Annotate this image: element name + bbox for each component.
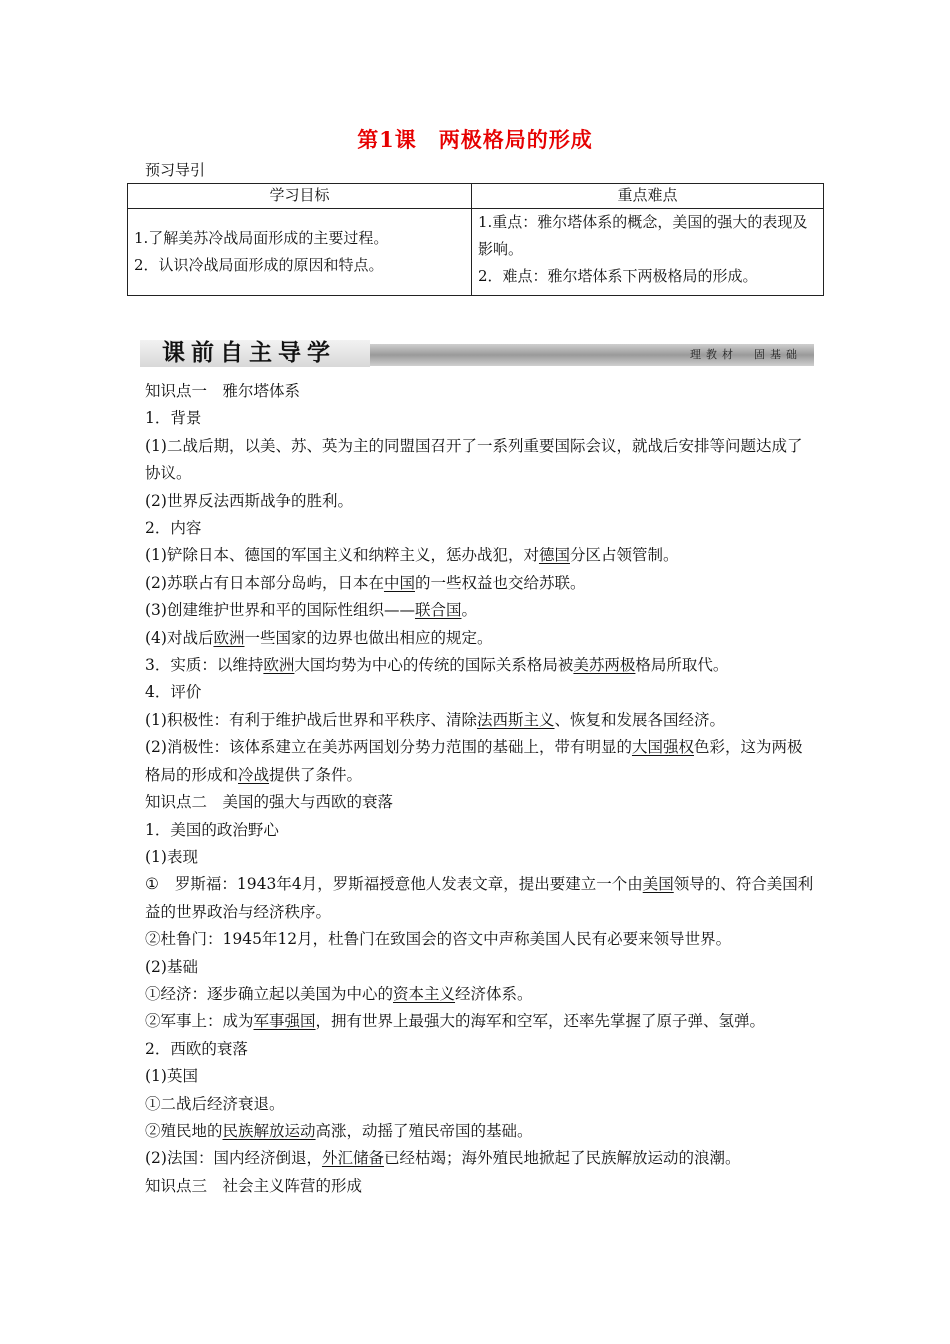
- keypoint-item: 2．难点：雅尔塔体系下两极格局的形成。: [478, 267, 758, 285]
- table-row: [128, 209, 824, 296]
- content-body: [145, 378, 815, 1200]
- banner-title: 课前自主导学: [162, 340, 336, 366]
- answer-underline: 法西斯主义: [476, 710, 555, 729]
- section-banner: [140, 340, 814, 367]
- list-item: (2)消极性：该体系建立在美苏两国划分势力范围的基础上，带有明显的大国强权色彩，这为两极格局的形成和冷战提供了条件。: [145, 738, 803, 784]
- list-item: (1)积极性：有利于维护战后世界和平秩序、清除法西斯主义、恢复和发展各国经济。: [145, 710, 725, 729]
- list-item: (2)基础: [145, 957, 198, 976]
- table-header-row: [128, 184, 824, 209]
- answer-underline: 联合国: [414, 601, 462, 620]
- section-heading: 知识点一 雅尔塔体系: [145, 382, 301, 400]
- list-item: (1)二战后期，以美、苏、英为主的同盟国召开了一系列重要国际会议，就战后安排等问题达成了协议。: [145, 436, 803, 483]
- list-item: (2)世界反法西斯战争的胜利。: [145, 491, 353, 510]
- answer-underline: 美苏两极: [573, 656, 636, 675]
- answer-underline: 德国: [538, 546, 570, 565]
- list-item: (2)法国：国内经济倒退，外汇储备已经枯竭；海外殖民地掀起了民族解放运动的浪潮。: [145, 1149, 741, 1168]
- list-item: (1)铲除日本、德国的军国主义和纳粹主义，惩办战犯，对德国分区占领管制。: [145, 546, 679, 565]
- list-item: 1．背景: [145, 409, 202, 428]
- list-item: 2．西欧的衰落: [145, 1039, 248, 1058]
- list-item: 4．评价: [145, 683, 202, 702]
- keypoint-item: 1.重点：雅尔塔体系的概念，美国的强大的表现及影响。: [478, 213, 808, 258]
- list-item: ①二战后经济衰退。: [145, 1094, 285, 1113]
- list-item: 1．美国的政治野心: [145, 820, 279, 839]
- list-item: 2．内容: [145, 519, 202, 538]
- list-item: (1)表现: [145, 847, 198, 866]
- goal-item: 1.了解美苏冷战局面形成的主要过程。: [134, 229, 389, 247]
- answer-underline: 欧洲: [213, 628, 245, 647]
- list-item: ②杜鲁门：1945年12月，杜鲁门在致国会的咨文中声称美国人民有必要来领导世界。: [145, 930, 732, 949]
- answer-underline: 中国: [383, 573, 415, 592]
- answer-underline: 冷战: [238, 765, 270, 784]
- answer-underline: 美国: [642, 875, 674, 894]
- list-item: ②殖民地的民族解放运动高涨，动摇了殖民帝国的基础。: [145, 1121, 533, 1140]
- page-title: 第1课 两极格局的形成: [357, 127, 593, 152]
- goals-table: [127, 183, 824, 296]
- header-keypoints: 重点难点: [472, 184, 824, 209]
- banner-subtitle: 理教材 固基础: [690, 348, 802, 361]
- preview-label: 预习导引: [145, 161, 206, 179]
- answer-underline: 欧洲: [263, 656, 295, 675]
- list-item: (1)英国: [145, 1067, 198, 1086]
- answer-underline: 大国强权: [631, 738, 694, 757]
- header-goals: 学习目标: [128, 184, 472, 209]
- answer-underline: 军事强国: [253, 1012, 316, 1031]
- answer-underline: 资本主义: [393, 984, 456, 1003]
- list-item: (4)对战后欧洲一些国家的边界也做出相应的规定。: [145, 628, 493, 647]
- list-item: ① 罗斯福：1943年4月，罗斯福授意他人发表文章，提出要建立一个由美国领导的、符合美国利益的世界政治与经济秩序。: [145, 875, 814, 921]
- section-heading: 知识点三 社会主义阵营的形成: [145, 1176, 363, 1195]
- list-item: ②军事上：成为军事强国，拥有世界上最强大的海军和空军，还率先掌握了原子弹、氢弹。: [145, 1012, 766, 1031]
- goals-cell: [128, 209, 472, 296]
- answer-underline: 民族解放运动: [222, 1121, 316, 1140]
- answer-underline: 外汇储备: [321, 1149, 384, 1168]
- list-item: (2)苏联占有日本部分岛屿，日本在中国的一些权益也交给苏联。: [145, 573, 586, 592]
- keypoints-cell: [472, 209, 824, 296]
- list-item: 3．实质：以维持欧洲大国均势为中心的传统的国际关系格局被美苏两极格局所取代。: [145, 656, 729, 675]
- list-item: ①经济：逐步确立起以美国为中心的资本主义经济体系。: [145, 984, 533, 1003]
- section-heading: 知识点二 美国的强大与西欧的衰落: [145, 793, 394, 812]
- goal-item: 2．认识冷战局面形成的原因和特点。: [134, 256, 384, 274]
- list-item: (3)创建维护世界和平的国际性组织——联合国。: [145, 601, 477, 620]
